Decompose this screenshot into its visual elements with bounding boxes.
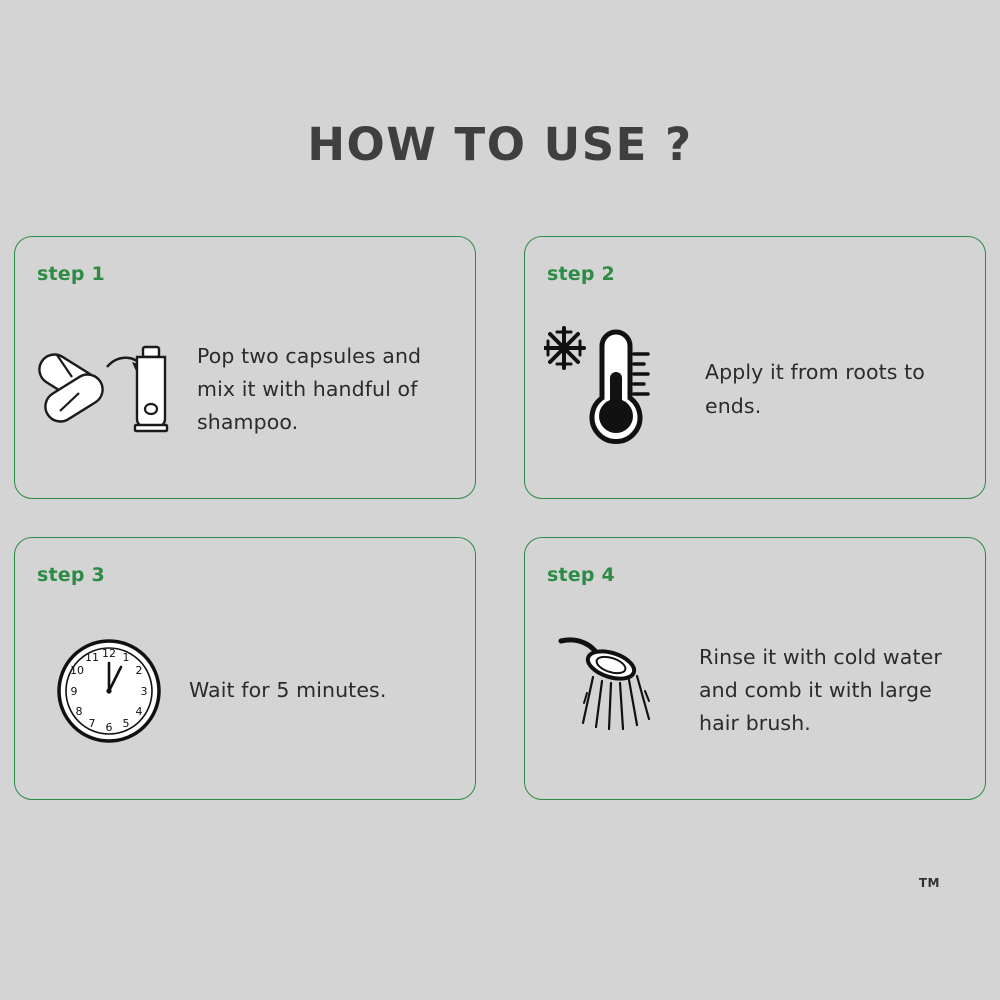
step-card-2 bbox=[524, 236, 986, 499]
thermometer-snowflake-icon bbox=[539, 320, 699, 460]
trademark-mark: TM bbox=[918, 876, 940, 890]
capsules-and-shampoo-tube-icon bbox=[29, 325, 197, 455]
svg-text:2: 2 bbox=[135, 663, 143, 677]
svg-text:12: 12 bbox=[102, 646, 116, 660]
step-label-2: step 2 bbox=[547, 263, 615, 285]
svg-text:5: 5 bbox=[122, 716, 130, 730]
step-label-4: step 4 bbox=[547, 564, 615, 586]
svg-text:6: 6 bbox=[105, 720, 113, 734]
step-text-1: Pop two capsules and mix it with handful of shampoo. bbox=[197, 343, 422, 435]
step-body-2 bbox=[539, 295, 969, 484]
steps-grid bbox=[14, 236, 986, 800]
svg-text:4: 4 bbox=[135, 704, 143, 718]
step-label-3: step 3 bbox=[37, 564, 105, 586]
svg-text:9: 9 bbox=[70, 684, 78, 698]
page-title: HOW TO USE ? bbox=[307, 118, 693, 171]
step-text-4: Rinse it with cold water and comb it with large hair brush. bbox=[699, 644, 942, 736]
shower-head-icon bbox=[539, 631, 699, 751]
svg-text:3: 3 bbox=[140, 684, 148, 698]
step-body-1 bbox=[29, 295, 459, 484]
svg-text:8: 8 bbox=[75, 704, 83, 718]
svg-text:1: 1 bbox=[122, 650, 130, 664]
svg-text:11: 11 bbox=[85, 650, 99, 664]
clock-icon bbox=[29, 631, 189, 751]
step-body-3 bbox=[29, 596, 459, 785]
step-text-3: Wait for 5 minutes. bbox=[189, 677, 387, 702]
step-text-2: Apply it from roots to ends. bbox=[705, 360, 925, 418]
svg-text:10: 10 bbox=[70, 663, 84, 677]
step-card-3 bbox=[14, 537, 476, 800]
step-body-4 bbox=[539, 596, 969, 785]
step-label-1: step 1 bbox=[37, 263, 105, 285]
step-card-1 bbox=[14, 236, 476, 499]
svg-text:7: 7 bbox=[88, 716, 96, 730]
step-card-4 bbox=[524, 537, 986, 800]
